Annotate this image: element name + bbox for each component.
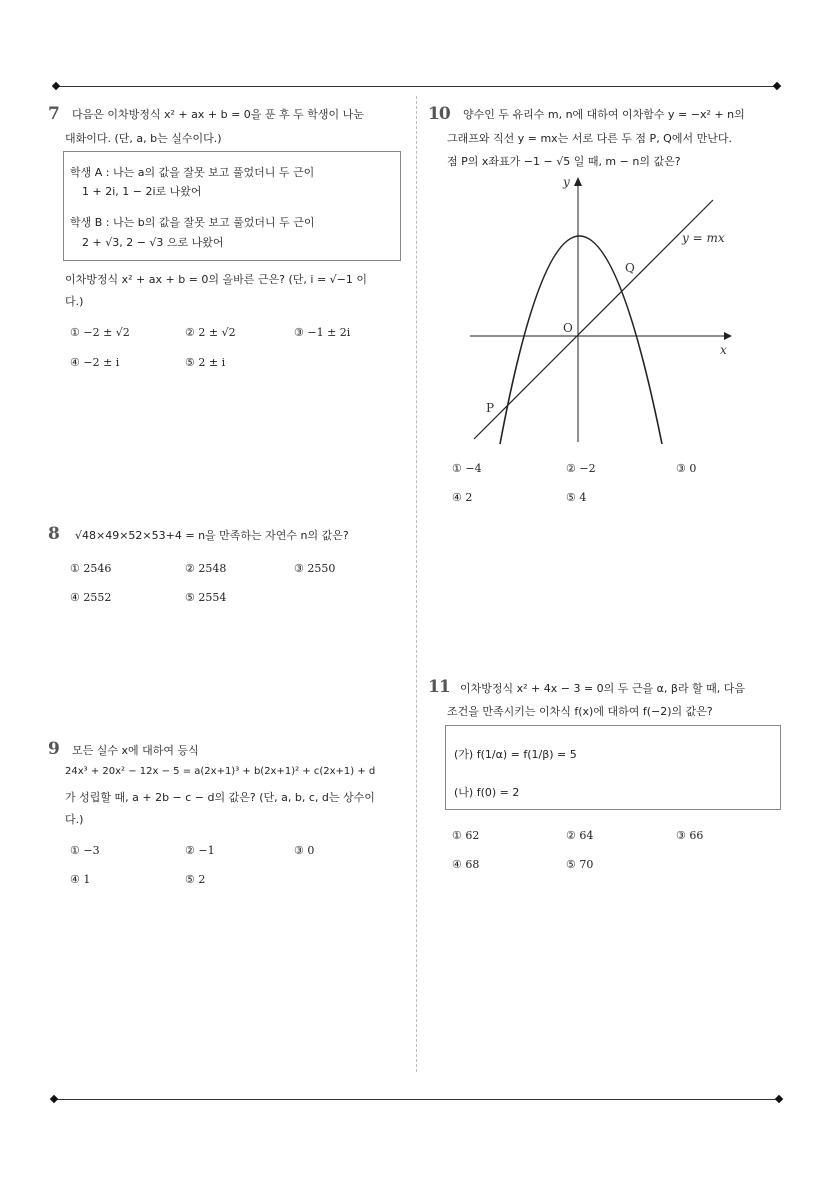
- question-number: 7: [48, 104, 59, 124]
- choice-2[interactable]: ② −2: [566, 462, 596, 475]
- choice-1[interactable]: ① 2546: [70, 562, 112, 575]
- question-number: 9: [48, 739, 59, 759]
- point-p-label: P: [486, 401, 495, 415]
- question-text: 다음은 이차방정식 x² + ax + b = 0을 푼 후 두 학생이 나눈: [72, 108, 364, 121]
- question-text: 그래프와 직선 y = mx는 서로 다른 두 점 P, Q에서 만난다.: [447, 132, 732, 145]
- dialogue-box: [63, 151, 401, 261]
- choice-1[interactable]: ① 62: [452, 829, 480, 842]
- choice-5[interactable]: ⑤ 4: [566, 491, 587, 504]
- condition-box: [445, 725, 781, 810]
- y-axis-arrow: [574, 177, 582, 186]
- origin-label: O: [563, 321, 573, 335]
- question-text: 이차방정식 x² + 4x − 3 = 0의 두 근을 α, β라 할 때, 다음: [460, 682, 746, 695]
- question-text: 이차방정식 x² + ax + b = 0의 올바른 근은? (단, i = √−1 이: [65, 273, 368, 286]
- question-text: 다.): [65, 295, 84, 308]
- bottom-rule-left-dot: [50, 1095, 58, 1103]
- question-number: 10: [428, 104, 450, 124]
- choice-4[interactable]: ④ 68: [452, 858, 480, 871]
- condition-ga: (가) f(1/α) = f(1/β) = 5: [454, 748, 577, 761]
- identity-equation: 24x³ + 20x² − 12x − 5 = a(2x+1)³ + b(2x+1)² + c(2x+1) + d: [65, 766, 376, 777]
- choice-2[interactable]: ② 64: [566, 829, 594, 842]
- student-a-line2: 1 + 2i, 1 − 2i로 나왔어: [82, 185, 202, 198]
- choice-5[interactable]: ⑤ 2: [185, 873, 206, 886]
- choice-3[interactable]: ③ 0: [294, 844, 315, 857]
- choice-4[interactable]: ④ 1: [70, 873, 91, 886]
- question-text: 모든 실수 x에 대하여 등식: [72, 744, 199, 757]
- parabola-curve: [500, 236, 662, 444]
- condition-na: (나) f(0) = 2: [454, 786, 520, 799]
- bottom-rule-right-dot: [775, 1095, 783, 1103]
- top-rule: [56, 86, 778, 87]
- question-text: 점 P의 x좌표가 −1 − √5 일 때, m − n의 값은?: [447, 155, 681, 168]
- question-text: 양수인 두 유리수 m, n에 대하여 이차함수 y = −x² + n의: [463, 108, 745, 121]
- choice-2[interactable]: ② 2548: [185, 562, 227, 575]
- question-number: 11: [428, 677, 450, 697]
- question-text: √48×49×52×53+4 = n을 만족하는 자연수 n의 값은?: [75, 529, 349, 542]
- choice-3[interactable]: ③ 0: [676, 462, 697, 475]
- choice-3[interactable]: ③ −1 ± 2i: [294, 326, 351, 339]
- line-equation-label: y = mx: [682, 231, 725, 245]
- column-divider: [416, 96, 417, 1072]
- x-axis-label: x: [720, 343, 727, 357]
- choice-5[interactable]: ⑤ 2 ± i: [185, 356, 226, 369]
- question-text: 대화이다. (단, a, b는 실수이다.): [65, 132, 222, 145]
- choice-2[interactable]: ② 2 ± √2: [185, 326, 236, 339]
- student-b-line1: 학생 B : 나는 b의 값을 잘못 보고 풀었더니 두 근이: [70, 216, 315, 229]
- choice-1[interactable]: ① −2 ± √2: [70, 326, 130, 339]
- choice-1[interactable]: ① −4: [452, 462, 482, 475]
- choice-2[interactable]: ② −1: [185, 844, 215, 857]
- parabola-line-graph: [470, 172, 740, 447]
- top-rule-left-dot: [52, 82, 60, 90]
- choice-4[interactable]: ④ 2552: [70, 591, 112, 604]
- choice-3[interactable]: ③ 2550: [294, 562, 336, 575]
- bottom-rule: [54, 1099, 780, 1100]
- line-y-mx: [474, 200, 713, 439]
- question-text: 조건을 만족시키는 이차식 f(x)에 대하여 f(−2)의 값은?: [447, 705, 713, 718]
- choice-1[interactable]: ① −3: [70, 844, 100, 857]
- student-b-line2: 2 + √3, 2 − √3 으로 나왔어: [82, 236, 224, 249]
- point-q-label: Q: [625, 261, 635, 275]
- x-axis-arrow: [724, 332, 732, 340]
- question-number: 8: [48, 524, 59, 544]
- student-a-line1: 학생 A : 나는 a의 값을 잘못 보고 풀었더니 두 근이: [70, 166, 315, 179]
- y-axis-label: y: [563, 175, 570, 189]
- choice-5[interactable]: ⑤ 2554: [185, 591, 227, 604]
- question-text: 가 성립할 때, a + 2b − c − d의 값은? (단, a, b, c, d는 상수이: [65, 791, 375, 804]
- choice-4[interactable]: ④ −2 ± i: [70, 356, 120, 369]
- top-rule-right-dot: [773, 82, 781, 90]
- choice-4[interactable]: ④ 2: [452, 491, 473, 504]
- choice-3[interactable]: ③ 66: [676, 829, 704, 842]
- choice-5[interactable]: ⑤ 70: [566, 858, 594, 871]
- question-text: 다.): [65, 813, 84, 826]
